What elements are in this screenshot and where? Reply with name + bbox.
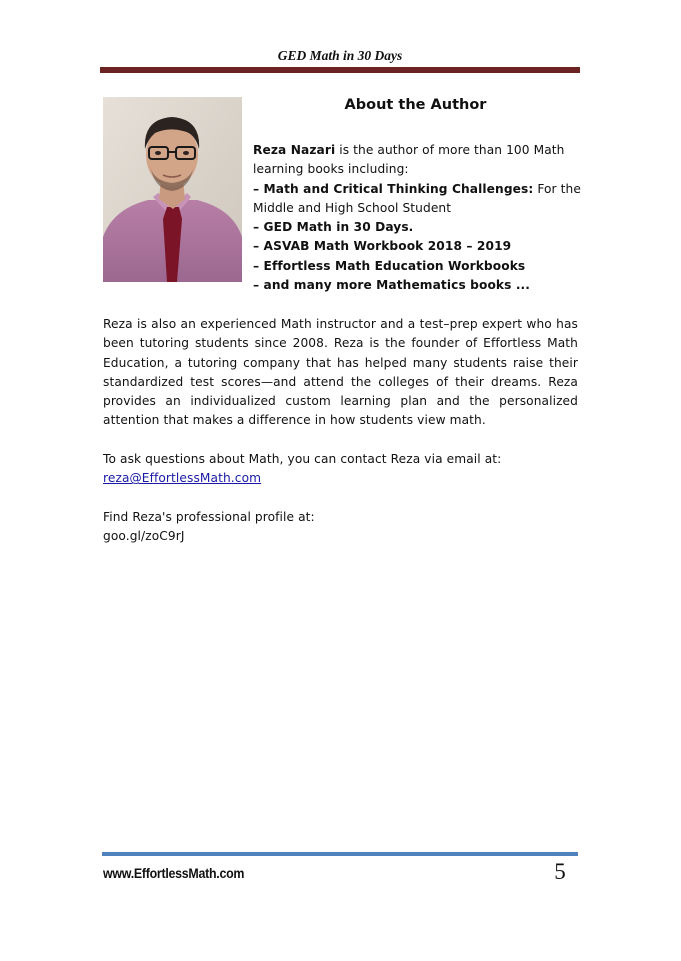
author-intro	[253, 141, 581, 295]
profile-text: Find Reza's professional profile at:	[103, 510, 315, 524]
running-header-title: GED Math in 30 Days	[277, 48, 403, 63]
profile-paragraph	[103, 508, 578, 547]
intro-line-1	[253, 141, 581, 160]
book-item-1-title: – Math and Critical Thinking Challenges:	[253, 181, 534, 196]
footer-website: www.EffortlessMath.com	[103, 866, 245, 881]
author-email-link[interactable]: reza@EffortlessMath.com	[103, 471, 262, 486]
book-item-1	[253, 180, 581, 199]
book-item-4: – Effortless Math Education Workbooks	[253, 258, 526, 273]
page-number: 5	[554, 859, 566, 884]
book-item-1-continued: Middle and High School Student	[253, 200, 452, 215]
profile-url: goo.gl/zoC9rJ	[103, 529, 185, 544]
footer-divider	[102, 852, 578, 856]
contact-text: To ask questions about Math, you can contact Reza via email at:	[103, 452, 502, 466]
intro-text: is the author of more than 100 Math	[335, 143, 565, 157]
book-item-5: – and many more Mathematics books ...	[253, 278, 531, 293]
header-divider	[100, 67, 580, 73]
book-item-2: – GED Math in 30 Days.	[253, 220, 414, 235]
author-name: Reza Nazari	[253, 143, 336, 157]
intro-line-2: learning books including:	[253, 162, 409, 177]
book-item-3: – ASVAB Math Workbook 2018 – 2019	[253, 239, 512, 254]
author-bio: Reza is also an experienced Math instructor and a test–prep expert who has been tutoring students since 2008. Reza is the founder of Effortless Math Education, a tutoring company that has helped many students raise their standardized test scores—and attend the colleges of their dreams. Reza provides an individualized custom learning plan and the personalized attention that makes a difference in how students view math.	[103, 317, 578, 428]
book-item-1-subtitle: For the	[533, 181, 581, 196]
contact-paragraph	[103, 450, 578, 489]
author-photo	[103, 97, 242, 282]
about-author-heading: About the Author	[344, 97, 487, 113]
